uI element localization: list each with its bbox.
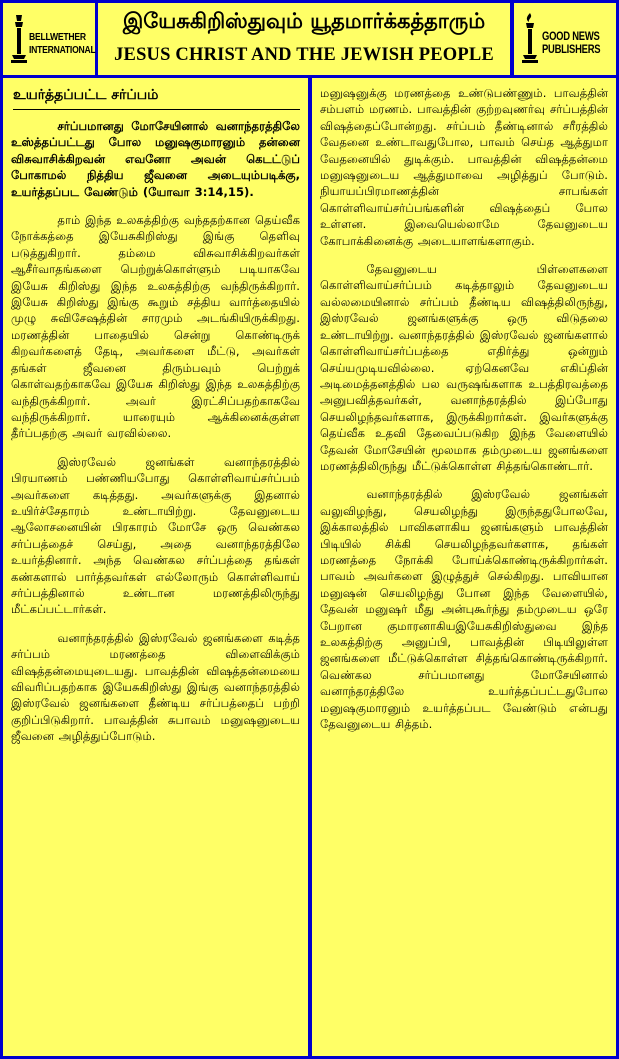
right-column — [312, 78, 616, 1056]
bellwether-line1: BELLWETHER — [29, 31, 86, 43]
paragraph-1: தாம் இந்த உலகத்திற்கு வந்ததற்கான தெய்வீக நோக்கத்தை இயேசுகிறிஸ்து இங்கு தெளிவு படுத்துகிறார். தம்மை விசுவாசிக்கிறவர்கள் ஆசீர்வாதங்களை பெற்றுக்கொள்ளும் படியாகவே இயேசு கிறிஸ்து இந்த உலகத்திற்கு வந்திருக்கிறார். இயேசு கிறிஸ்து இங்கு கூறும் சத்திய வார்த்தையில் முழு சுவிசேஷத்தின் சாரமும் அடங்கியிருக்கிறது. மரணத்தின் பாதையில் சென்று கொண்டிருக் கிறவர்களைத் தேடி, அவர்களை மீட்டு, அவர்கள் தங்கள் ஜீவனை திரும்பவும் பெற்றுக் கொள்வதற்காகவே இயேசு கிறிஸ்து இந்த உலகத்திற்கு வந்திருக்கிறார். அவர் இரட்சிப்பதற்காகவே வந்திருக்கிறார். யாரையும் ஆக்கினைக்குள்ள தீர்ப்பதற்கு அவர் வரவில்லை. — [11, 213, 300, 441]
paragraph-2: இஸ்ரவேல் ஜனங்கள் வனாந்தரத்தில் பிரயாணம் பண்ணியபோது கொள்ளிவாய்சர்ப்பம் அவர்களை கடித்தது. அவர்களுக்கு இதனால் உயிர்ச்சேதாரம் உண்டாயிற்று. தேவனுடைய ஆலோசனையின் பிரகாரம் மோசே ஒரு வெண்கல சர்ப்பத்தைச் செய்து, அதை வனாந்தரத்திலே உயர்த்தினார். அந்த வெண்கல சர்ப்பத்தை தங்கள் கண்களால் பார்த்தவர்கள் எல்லோரும் கொள்ளிவாய் சர்ப்பத்தினால் உண்டான மரணத்திலிருந்து மீட்கப்பட்டார்கள். — [11, 454, 300, 617]
good-news-logo-box — [514, 3, 616, 75]
title-tamil: இயேசுகிறிஸ்துவும் யூதமார்க்கத்தாரும் — [122, 9, 486, 33]
bellwether-logo-box — [3, 3, 95, 75]
title-english: JESUS CHRIST AND THE JEWISH PEOPLE — [114, 45, 494, 65]
good-news-line2: PUBLISHERS — [542, 44, 601, 56]
bellwether-logo — [9, 13, 96, 65]
section-heading: உயர்த்தப்பட்ட சர்ப்பம் — [13, 87, 300, 110]
paragraph-5: தேவனுடைய பிள்ளைகளை கொள்ளிவாய்சர்ப்பம் கடித்தாலும் தேவனுடைய வல்லமையினால் சர்ப்பம் தீண்டிய விஷத்திலிருந்து, இஸ்ரவேல் ஜனங்களுக்கு ஒரு விடுதலை உண்டாயிற்று. வனாந்தரத்தில் இஸ்ரவேல் ஜனங்களால் கொள்ளிவாய்சர்ப்பத்தை எதிர்த்து ஒன்றும் செய்யமுடியவில்லை. ஏற்கெனவே எகிப்தின் அடிமைத்தனத்தில் பல வருஷங்களாக உபத்திரவத்தை அனுபவித்தவர்கள், வனாந்தரத்தில் இப்போது செயலிழந்தவர்களாக, இருக்கிறார்கள். இவர்களுக்கு தெய்வீக உதவி தேவைப்படுகிற இந்த வேளையில் தேவன் மோசேயின் மூலமாக தம்முடைய ஜனங்களை மரணத்திலிருந்து மீட்டுக்கொள்ள சித்தங்கொண்டார். — [320, 262, 608, 473]
title-box — [98, 3, 510, 75]
paragraph-3: வனாந்தரத்தில் இஸ்ரவேல் ஜனங்களை கடித்த சர்ப்பம் மரணத்தை விளைவிக்கும் விஷத்தன்மையுடையது. பாவத்தின் விஷத்தன்மையை விவரிப்பதற்காக இயேசுகிறிஸ்து இங்கு வனாந்தரத்தில் இஸ்ரவேல் ஜனங்களை தீண்டிய சர்ப்பத்தைப் பற்றி குறிப்பிடுகிறார். பாவத்தின் சுபாவம் மனுஷனுடைய ஜீவனை அழித்துப்போடும். — [11, 630, 300, 744]
bellwether-logo-text — [29, 31, 95, 57]
left-column — [3, 78, 308, 1056]
torch-icon — [520, 13, 540, 65]
torch-icon — [9, 13, 29, 65]
good-news-logo — [520, 13, 612, 65]
paragraph-6: வனாந்தரத்தில் இஸ்ரவேல் ஜனங்கள் வலுவிழந்து, செயலிழந்து இருந்ததுபோலவே, இக்காலத்தில் பாவிகளாகிய ஜனங்களும் பாவத்தின் பிடியில் சிக்கி செயலிழந்தவர்களாக, தங்கள் மரணத்தை நோக்கி போய்க்கொண்டிருக்கிறார்கள். பாவம் அவர்களை இழுத்துச் செல்கிறது. பாவியான மனுஷன் செயலிழந்து போன இந்த வேளையில், தேவன் மனுஷர் மீது அன்புகூர்ந்து தம்முடைய ஒரே பேறான குமாரனாகியஇயேசுகிறிஸ்துவை இந்த உலகத்திற்கு அனுப்பி, பாவத்தின் பிடியிலுள்ள ஜனங்களை மீட்டுக்கொள்ள சித்தங்கொண்டிருக்கிறார். வெண்கல சர்ப்பமானது மோசேயினால் வனாந்தரத்திலே உயர்த்தப்பட்டதுபோல மனுஷகுமாரனும் உயர்த்தப்பட வேண்டும் என்பது தேவனுடைய சித்தம். — [320, 487, 608, 732]
verse-quote: சர்ப்பமானது மோசேயினால் வனாந்தரத்திலே உஸ்த்தப்பட்டது போல மனுஷகுமாரனும் தன்னை விசுவாசிக்கிறவன் எவனோ அவன் கெடட்டுப் போகாமல் நித்திய ஜீவனை அடையும்படிக்கு, உயர்த்தப்பட வேண்டும் (யோவா 3:14,15). — [11, 119, 300, 199]
good-news-line1: GOOD NEWS — [542, 31, 600, 43]
bellwether-line2: INTERNATIONAL — [29, 44, 96, 56]
good-news-logo-text — [542, 31, 600, 57]
paragraph-4: மனுஷனுக்கு மரணத்தை உண்டுபண்ணும். பாவத்தின் சம்பளம் மரணம். பாவத்தின் குற்றவுணர்வு சர்ப்பத்தின் விஷத்தைப்போன்றது. சர்ப்பம் தீண்டினால் சரீரத்தில் வேதனை உண்டாவதுபோல, பாவம் செய்த ஆத்துமா வேதனையில் துடிக்கும். பாவத்தின் விஷத்தன்மை மனுஷனுடைய ஆத்துமாவை அழித்துப் போடும். நியாயப்பிரமாணத்தின் சாபங்கள் கொள்ளிவாய்சர்ப்பங்களின் விஷத்தைப் போல உள்ளன. இவையெல்லாமே தேவனுடைய கோபாக்கினைக்கு அடையாளங்களாகும். — [320, 86, 608, 248]
